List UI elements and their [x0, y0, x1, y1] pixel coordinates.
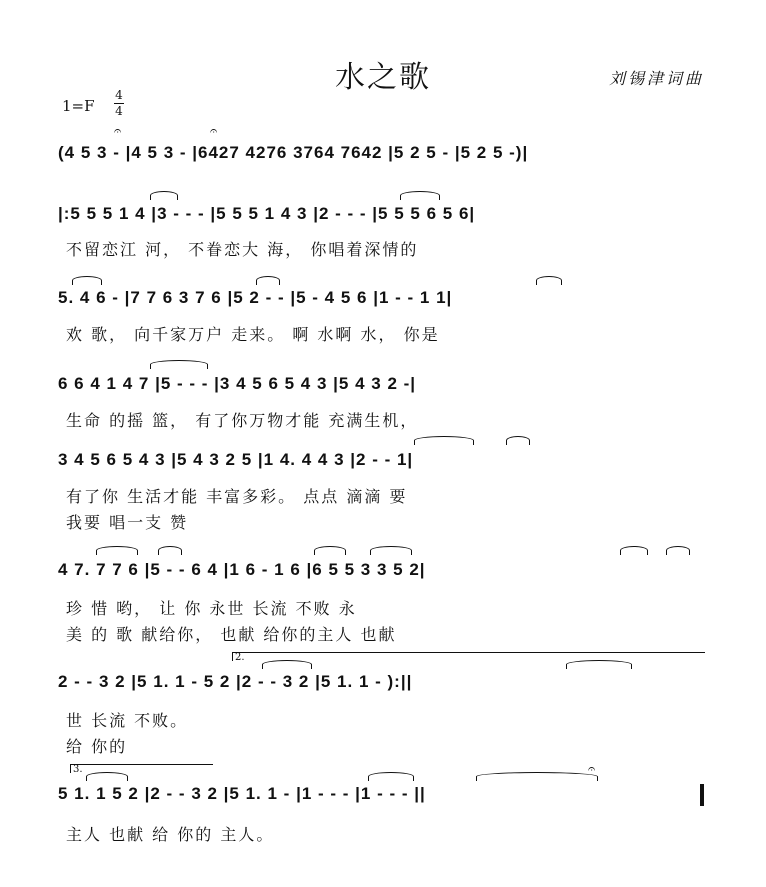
lyric-line: 生命 的摇 篮， 有了你万物才能 充满生机， [66, 411, 419, 430]
lyric-line: 给 你的 [66, 737, 128, 756]
meter-bottom: 4 [115, 104, 123, 118]
slur [256, 276, 280, 285]
slur [150, 360, 208, 369]
final-barline [700, 784, 704, 806]
volta-ending: 3. [70, 764, 213, 773]
slur [536, 276, 562, 285]
slur [566, 660, 632, 669]
notation-line: |:5 5 5 1 4 |3 - - - |5 5 5 1 4 3 |2 - - - |5 5 5 6 5 6| [58, 204, 476, 223]
slur [414, 436, 474, 445]
slur [506, 436, 530, 445]
fermata-icon: 𝄐 [588, 762, 596, 777]
slur [666, 546, 690, 555]
key-signature: 1=F [62, 97, 95, 115]
fermata-icon: 𝄐 [114, 124, 122, 139]
lyric-line: 不留恋江 河， 不眷恋大 海， 你唱着深情的 [66, 240, 419, 259]
volta-ending: 2. [232, 652, 705, 661]
lyric-line: 主人 也献 给 你的 主人。 [66, 825, 275, 844]
notation-line: 6 6 4 1 4 7 |5 - - - |3 4 5 6 5 4 3 |5 4 3 2 -| [58, 374, 417, 393]
slur [400, 191, 440, 200]
slur [72, 276, 102, 285]
slur [150, 191, 178, 200]
slur [314, 546, 346, 555]
slur [368, 772, 414, 781]
lyric-line: 有了你 生活才能 丰富多彩。 点点 滴滴 要 [66, 487, 408, 506]
slur [476, 772, 598, 781]
notation-line: (4 5 3 - |4 5 3 - |6427 4276 3764 7642 |5 2 5 - |5 2 5 -)| [58, 143, 529, 162]
meter-top: 4 [115, 88, 123, 102]
fermata-icon: 𝄐 [210, 124, 218, 139]
song-title: 水之歌 [335, 60, 431, 95]
slur [158, 546, 182, 555]
notation-line: 5 1. 1 5 2 |2 - - 3 2 |5 1. 1 - |1 - - - |1 - - - || [58, 784, 426, 803]
lyric-line: 欢 歌， 向千家万户 走来。 啊 水啊 水， 你是 [66, 325, 440, 344]
notation-line: 3 4 5 6 5 4 3 |5 4 3 2 5 |1 4. 4 4 3 |2 - - 1| [58, 450, 414, 469]
lyric-line: 美 的 歌 献给你， 也献 给你的主人 也献 [66, 625, 397, 644]
lyric-line: 世 长流 不败。 [66, 711, 189, 730]
notation-line: 2 - - 3 2 |5 1. 1 - 5 2 |2 - - 3 2 |5 1. 1 - ):|| [58, 672, 413, 691]
time-signature [114, 89, 124, 118]
notation-line: 4 7. 7 7 6 |5 - - 6 4 |1 6 - 1 6 |6 5 5 3 3 5 2| [58, 560, 426, 579]
author-credit: 刘锡津词曲 [608, 69, 704, 88]
slur [620, 546, 648, 555]
lyric-line: 珍 惜 哟， 让 你 永世 长流 不败 永 [66, 599, 357, 618]
slur [370, 546, 412, 555]
lyric-line: 我要 唱一支 赞 [66, 513, 189, 532]
slur [262, 660, 312, 669]
slur [96, 546, 138, 555]
notation-line: 5. 4 6 - |7 7 6 3 7 6 |5 2 - - |5 - 4 5 6 |1 - - 1 1| [58, 288, 453, 307]
slur [86, 772, 128, 781]
